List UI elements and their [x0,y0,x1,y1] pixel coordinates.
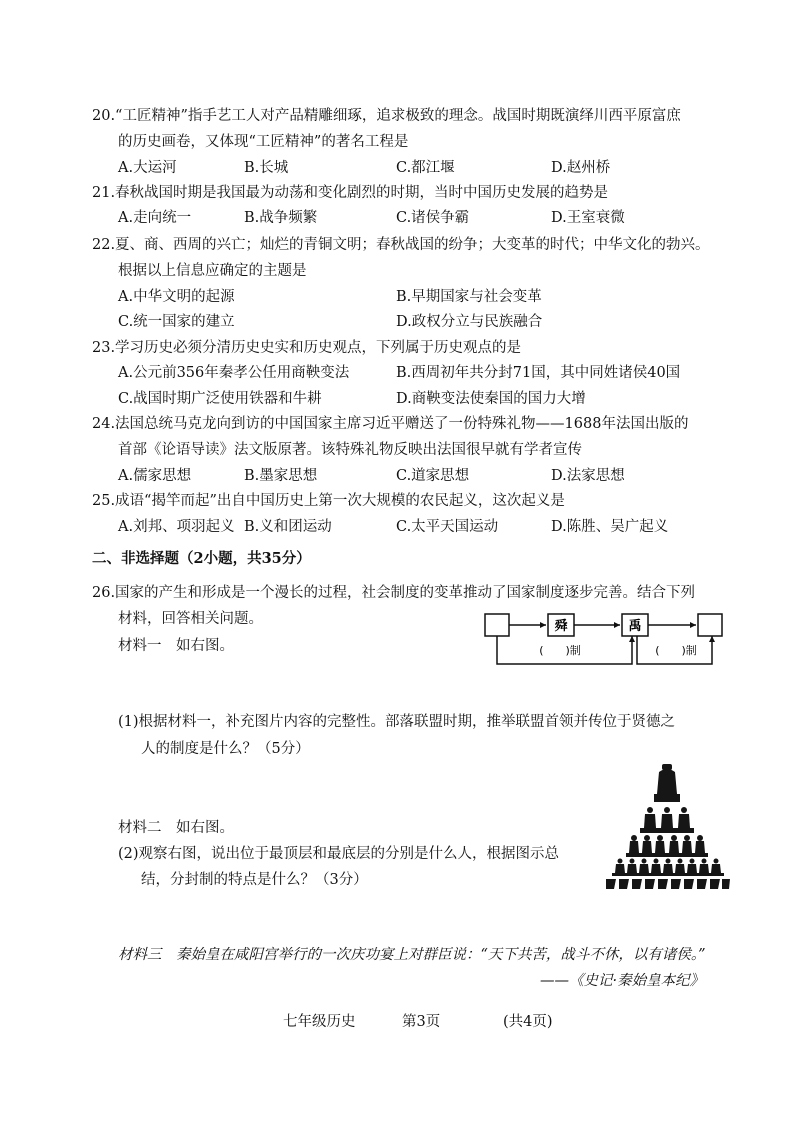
question-20-line-1: 20.“工匠精神”指手艺工人对产品精雕细琢，追求极致的理念。战国时期既演绎川西平原富庶 [92,108,681,124]
question-20-option-b: B.长城 [244,160,289,176]
footer-total-pages: (共4页) [503,1014,553,1030]
question-22-option-b: B.早期国家与社会变革 [396,289,542,305]
question-25-option-a: A.刘邦、项羽起义 [118,519,235,535]
sub-question-1-line-1: (1)根据材料一，补充图片内容的完整性。部落联盟时期，推举联盟首领并传位于贤德之 [118,714,676,730]
question-20-option-d: D.赵州桥 [551,160,611,176]
question-21-option-a: A.走向统一 [118,210,192,226]
pyramid-tier-4 [615,859,721,874]
sub-question-2-line-1: (2)观察右图，说出位于最顶层和最底层的分别是什么人，根据图示总 [118,846,560,862]
question-21-option-d: D.王室衰微 [551,210,625,226]
diagram-box-empty-right [698,614,722,636]
material-3-text: 材料三 秦始皇在咸阳宫举行的一次庆功宴上对群臣说：“天下共苦，战斗不休，以有诸侯。” [118,947,706,963]
question-21-option-b: B.战争频繁 [244,210,318,226]
question-22-option-c: C.统一国家的建立 [118,314,235,330]
section-2-heading: 二、非选择题（2小题，共35分） [92,550,311,567]
question-25-option-c: C.太平天国运动 [396,519,499,535]
sub-question-2-line-2: 结，分封制的特点是什么？（3分） [141,872,368,888]
footer-page-number: 第3页 [402,1014,441,1030]
question-22-line-1: 22.夏、商、西周的兴亡；灿烂的青铜文明；春秋战国的纷争；大变革的时代；中华文化的勃兴。 [92,237,710,253]
question-23-option-c: C.战国时期广泛使用铁器和牛耕 [118,391,322,407]
diagram-box-empty-left [485,614,509,636]
question-25-option-b: B.义和团运动 [244,519,332,535]
material-1-label: 材料一 如右图。 [118,638,234,654]
question-23-option-a: A.公元前356年秦孝公任用商鞅变法 [118,365,350,381]
question-21-line-1: 21.春秋战国时期是我国最为动荡和变化剧烈的时期，当时中国历史发展的趋势是 [92,185,609,201]
material-2-label: 材料二 如右图。 [118,820,234,836]
question-26-line-1: 26.国家的产生和形成是一个漫长的过程，社会制度的变革推动了国家制度逐步完善。结合下列 [92,585,696,601]
question-20-option-a: A.大运河 [118,160,177,176]
pyramid-tier-bottom [606,879,730,889]
question-26-line-2: 材料，回答相关问题。 [118,611,263,627]
question-24-option-c: C.道家思想 [396,468,470,484]
diagram-label-shun: 舜 [554,619,568,634]
question-24-line-2: 首部《论语导读》法文版原著。该特殊礼物反映出法国很早就有学者宣传 [118,442,582,458]
footer-subject: 七年级历史 [283,1014,356,1030]
question-24-option-d: D.法家思想 [551,468,625,484]
question-22-option-a: A.中华文明的起源 [118,289,235,305]
sub-question-1-line-2: 人的制度是什么？（5分） [141,741,310,757]
question-23-line-1: 23.学习历史必须分清历史史实和历史观点，下列属于历史观点的是 [92,340,522,356]
material-3-source: ——《史记·秦始皇本纪》 [540,973,705,989]
diagram-label-yu: 禹 [628,619,642,634]
question-21-option-c: C.诸侯争霸 [396,210,470,226]
question-23-option-d: D.商鞅变法使秦国的国力大增 [396,391,586,407]
question-20-line-2: 的历史画卷，又体现“工匠精神”的著名工程是 [118,134,409,150]
diagram-blank-label-1: ( )制 [539,644,581,657]
pyramid-tier-2 [644,807,690,828]
question-25-option-d: D.陈胜、吴广起义 [551,519,669,535]
pyramid-tier-3 [629,835,705,853]
question-22-line-2: 根据以上信息应确定的主题是 [118,263,307,279]
question-25-line-1: 25.成语“揭竿而起”出自中国历史上第一次大规模的农民起义，这次起义是 [92,493,565,509]
question-22-option-d: D.政权分立与民族融合 [396,314,543,330]
feudal-pyramid-illustration [602,762,732,892]
question-24-line-1: 24.法国总统马克龙向到访的中国国家主席习近平赠送了一份特殊礼物——1688年法国出版的 [92,416,689,432]
question-24-option-b: B.墨家思想 [244,468,318,484]
diagram-blank-label-2: ( )制 [655,644,697,657]
question-24-option-a: A.儒家思想 [118,468,192,484]
succession-diagram [482,610,727,680]
question-23-option-b: B.西周初年共分封71国，其中同姓诸侯40国 [396,365,681,381]
question-20-option-c: C.都江堰 [396,160,455,176]
